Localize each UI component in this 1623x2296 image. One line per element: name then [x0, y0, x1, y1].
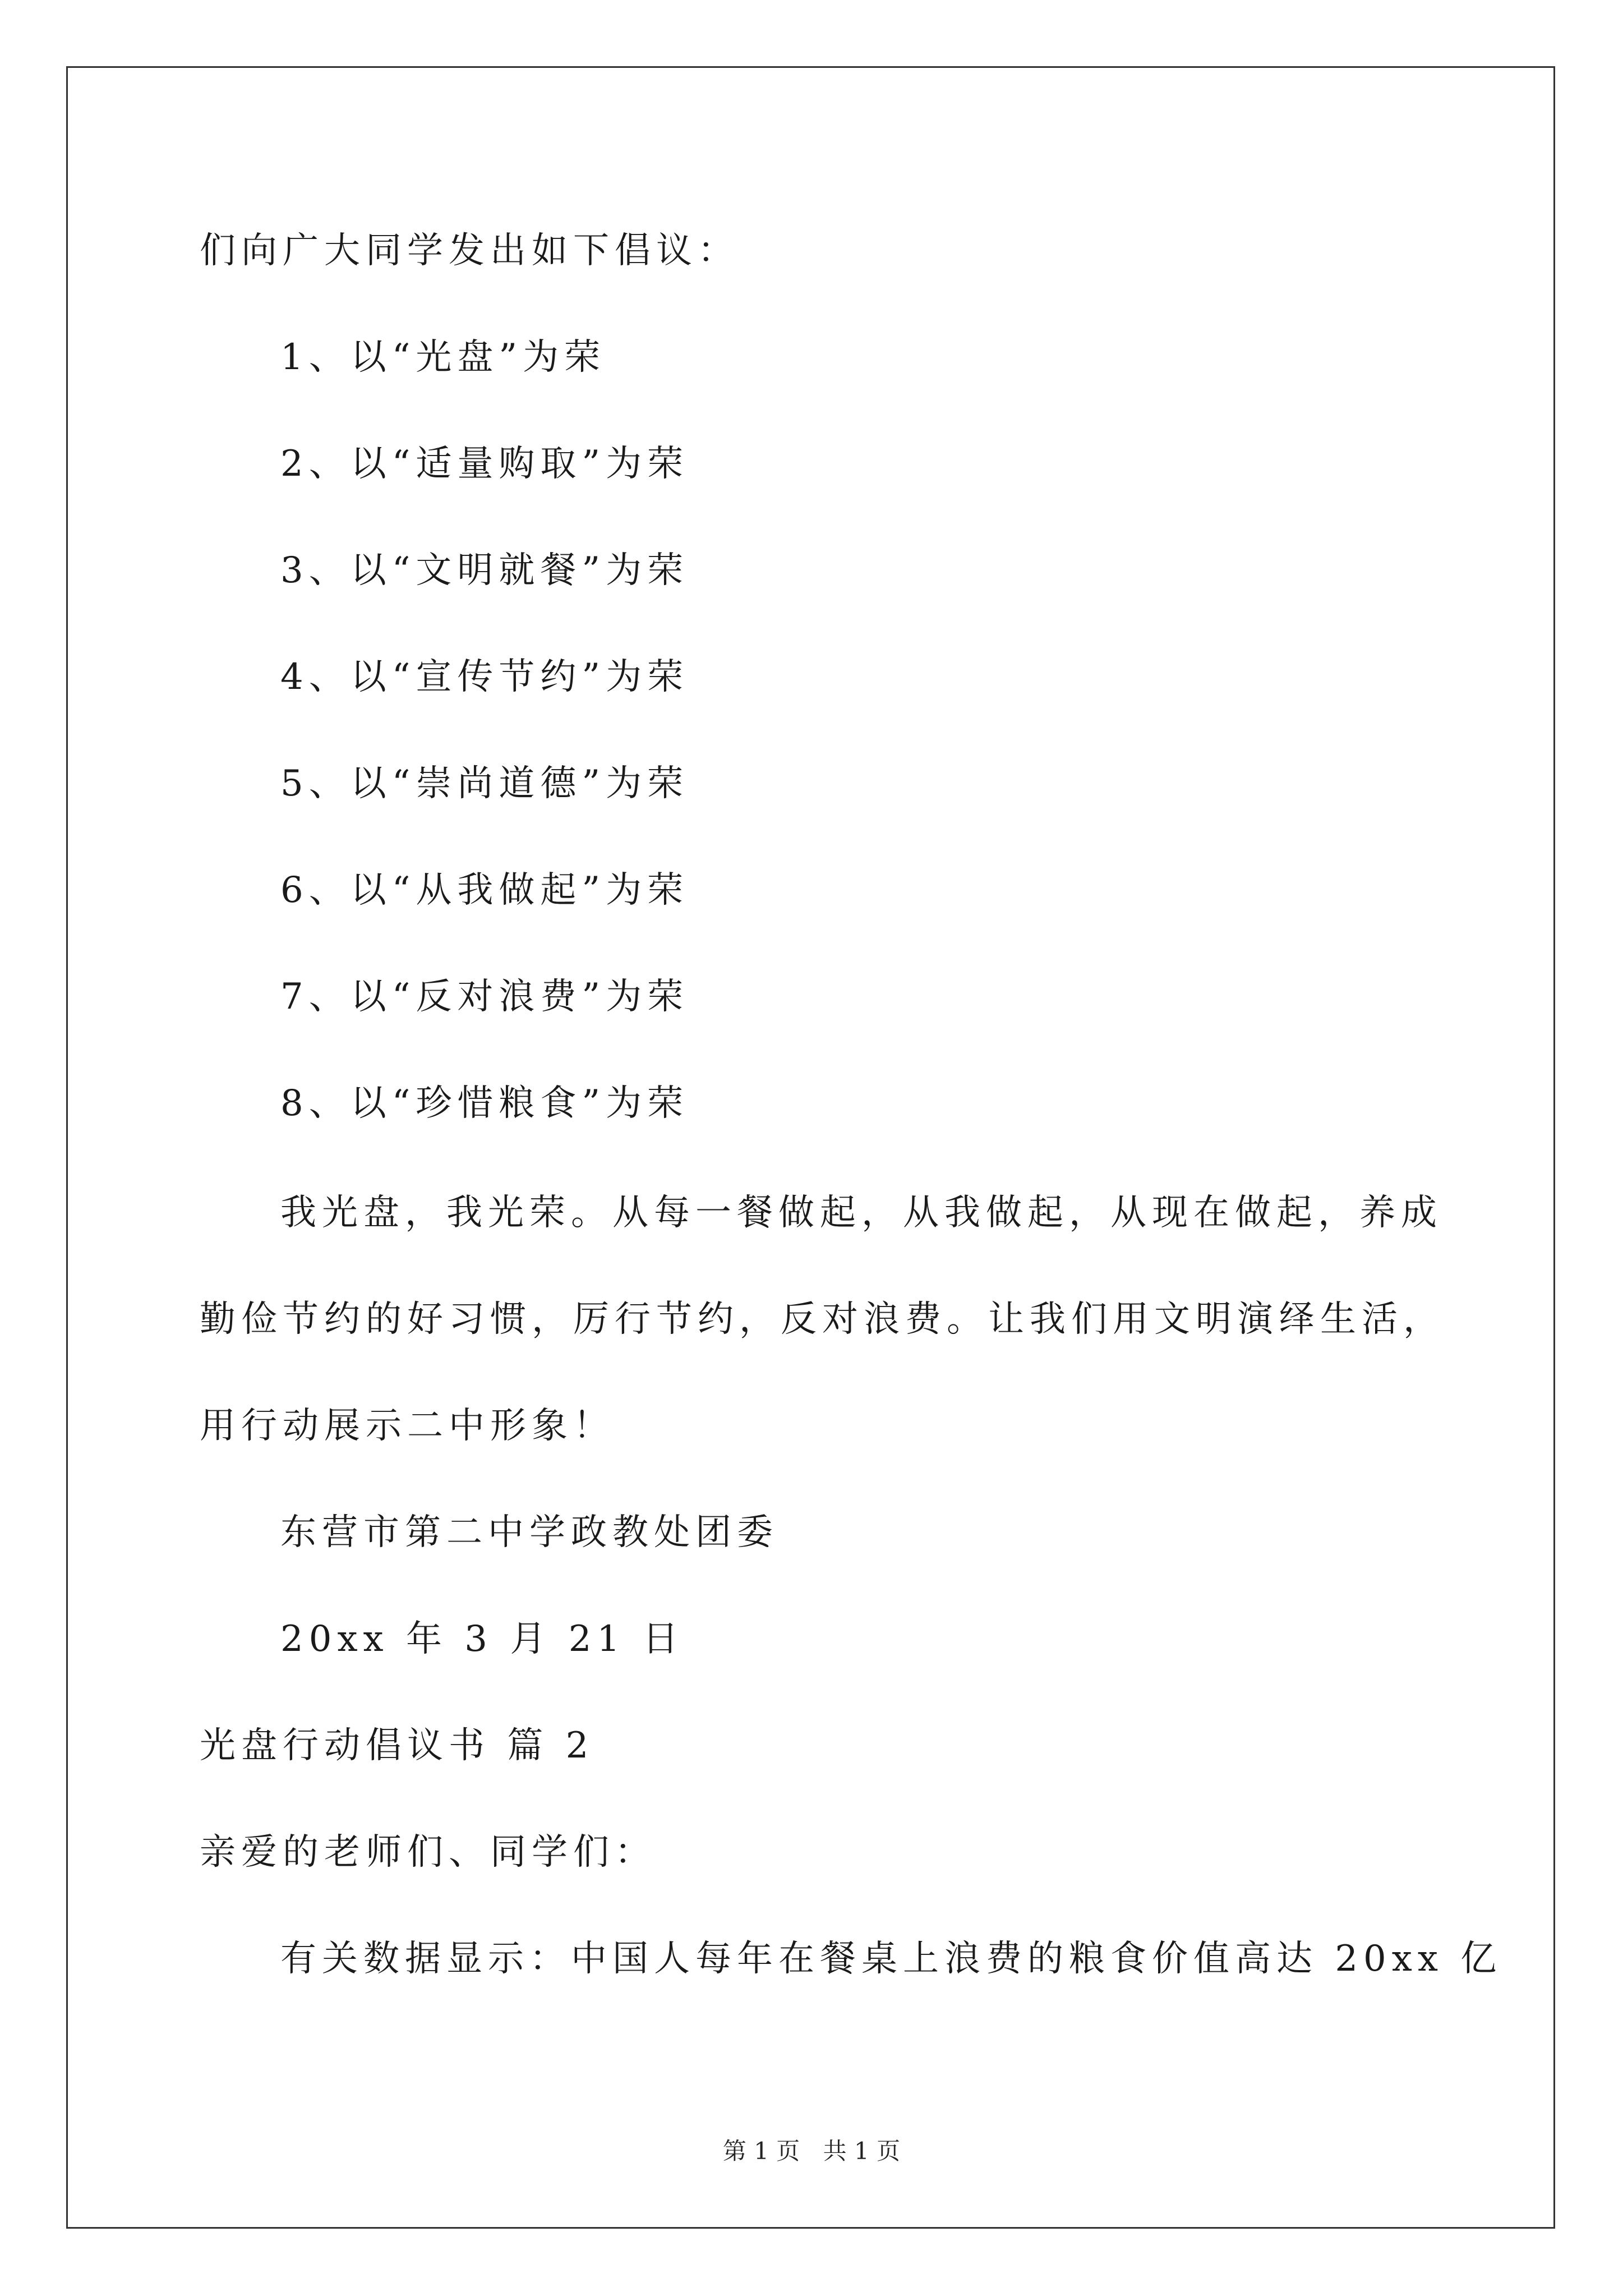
paragraph-closing-line-3: 用行动展示二中形象！ [200, 1405, 615, 1447]
paragraph-intro: 们向广大同学发出如下倡议： [200, 230, 739, 272]
page-total: 共 1 页 [823, 2137, 901, 2165]
paragraph-closing-line-2: 勤俭节约的好习惯，厉行节约，反对浪费。让我们用文明演绎生活， [200, 1299, 1445, 1340]
signature-date: 20xx 年 3 月 21 日 [280, 1618, 684, 1660]
salutation: 亲爱的老师们、同学们： [200, 1832, 656, 1873]
proposal-item-3: 3、以“文明就餐”为荣 [280, 550, 689, 591]
page-footer [0, 2133, 1623, 2166]
proposal-item-7: 7、以“反对浪费”为荣 [280, 976, 689, 1018]
proposal-item-5: 5、以“崇尚道德”为荣 [280, 763, 689, 804]
signature-organization: 东营市第二中学政教处团委 [280, 1512, 778, 1553]
paragraph-closing-line-1: 我光盘，我光荣。从每一餐做起，从我做起，从现在做起，养成 [280, 1192, 1442, 1234]
paragraph-data: 有关数据显示：中国人每年在餐桌上浪费的粮食价值高达 20xx 亿 [280, 1938, 1502, 1980]
proposal-item-6: 6、以“从我做起”为荣 [280, 869, 689, 911]
page-number: 第 1 页 [722, 2137, 800, 2165]
proposal-item-8: 8、以“珍惜粮食”为荣 [280, 1083, 689, 1124]
proposal-item-2: 2、以“适量购取”为荣 [280, 443, 689, 485]
proposal-item-1: 1、以“光盘”为荣 [280, 337, 606, 378]
section-heading: 光盘行动倡议书 篇 2 [200, 1725, 594, 1766]
proposal-item-4: 4、以“宣传节约”为荣 [280, 656, 689, 698]
page-border [66, 66, 1555, 2229]
